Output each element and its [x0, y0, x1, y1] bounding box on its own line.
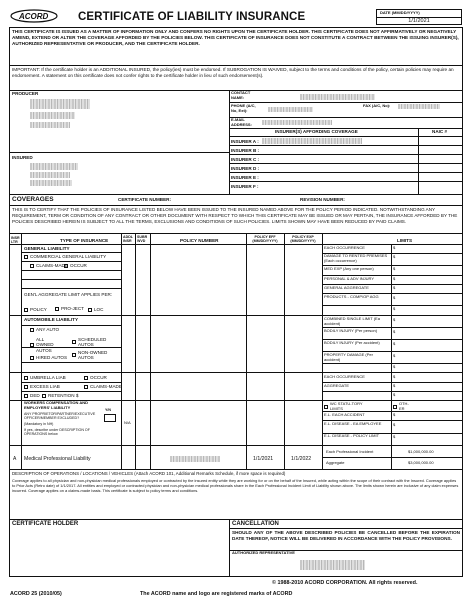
acord-logo: [10, 9, 58, 23]
umb-dollar-3: $: [393, 392, 396, 397]
coverages-text: THIS IS TO CERTIFY THAT THE POLICIES OF INSURANCE LISTED BELOW HAVE BEEN ISSUED TO THE INSURED NAMED ABOVE FOR THE POLICY PERIOD INDICATED. NOTWITHSTANDING ANY REQUIREMENT, TERM OR CONDITION OF ANY CONTRACT OR OTHER DOCUMENT WITH RESPECT TO WHICH THIS CERTIFICATE MAY BE ISSUED OR MAY PERTAIN, THE INSURANCE AFFORDED BY THE POLICIES DESCRIBED HEREIN IS SUBJECT TO ALL THE TERMS, EXCLUSIONS AND CONDITIONS OF SUCH POLICIES. LIMITS SHOWN MAY HAVE BEEN REDUCED BY PAID CLAIMS.: [12, 207, 458, 224]
insurer-d-label: INSURER D :: [231, 166, 260, 171]
wc-dollar-3: $: [393, 434, 396, 439]
insured-label: INSURED: [12, 155, 33, 160]
umb-claims-label: CLAIMS-MADE: [90, 384, 122, 389]
gl-loc-label: LOC: [94, 307, 104, 312]
umb-limit-agg: AGGREGATE: [324, 384, 350, 388]
wc-other: [393, 402, 411, 411]
th-type: TYPE OF INSURANCE: [60, 238, 109, 243]
gl-policy: [24, 307, 47, 312]
wc-yn-box[interactable]: [104, 414, 116, 422]
auto-limit-pd: PROPERTY DAMAGE (Per accident): [324, 353, 373, 362]
auto-nonowned-checkbox[interactable]: [72, 353, 76, 357]
wc-other-checkbox[interactable]: [393, 405, 397, 409]
insured-redacted: [30, 163, 78, 170]
gl-commercial: [24, 254, 106, 259]
gl-claims-checkbox[interactable]: [30, 264, 34, 268]
wc-limit-each-accident: E.L. EACH ACCIDENT: [324, 413, 365, 417]
umb-dollar-2: $: [393, 383, 396, 388]
gl-occur-label: OCCUR: [70, 263, 87, 268]
fax-label: FAX (A/C, No):: [363, 103, 391, 108]
phone-label: PHONE (A/C, No, Ext):: [231, 103, 256, 113]
insured-redacted-3: [30, 180, 72, 186]
umb-occur-checkbox[interactable]: [84, 376, 88, 380]
umb-excess-checkbox[interactable]: [24, 385, 28, 389]
wc-other-label: OTH-ER: [399, 401, 409, 411]
wc-statutory-label: WC STATU-TORY LIMITS: [330, 401, 363, 411]
umb-retention: [42, 393, 78, 398]
insurers-header: INSURER(S) AFFORDING COVERAGE: [275, 129, 358, 134]
gl-aggregate-label: GEN'L AGGREGATE LIMIT APPLIES PER:: [24, 292, 113, 297]
gl-claims: [30, 263, 68, 268]
gl-commercial-label: COMMERCIAL GENERAL LIABILITY: [30, 254, 107, 259]
certificate-holder-label: CERTIFICATE HOLDER: [12, 521, 79, 527]
insurer-e-label: INSURER E :: [231, 175, 259, 180]
wc-statutory-checkbox[interactable]: [324, 405, 328, 409]
gl-limit-damage-rented: DAMAGE TO RENTED PREMISES (Each occurrence): [324, 254, 388, 263]
row-a-limit-1-value: $1,000,000.00: [408, 449, 434, 454]
umb-excess-label: EXCESS LIAB: [30, 384, 60, 389]
cancellation-title: CANCELLATION: [232, 521, 279, 527]
date-box: [376, 9, 462, 25]
insurer-f-label: INSURER F :: [231, 184, 259, 189]
gl-dollar-1: $: [393, 245, 396, 250]
date-value: 1/1/2021: [408, 18, 430, 24]
coverages-title: COVERAGES: [12, 196, 54, 203]
auto-scheduled-label: SCHEDULED AUTOS: [78, 337, 107, 348]
wc-mandatory: (Mandatory in NH): [24, 422, 54, 426]
auto-hired: [30, 355, 67, 360]
auto-limit-bi-person: BODILY INJURY (Per person): [324, 329, 378, 333]
insurer-a-redacted: [262, 138, 362, 144]
wc-title: WORKERS COMPENSATION AND EMPLOYERS' LIABILITY: [24, 400, 88, 410]
row-a-limit-2-label: Aggregate: [326, 460, 345, 465]
date-label: DATE (MM/DD/YYYY): [380, 10, 420, 15]
th-policy: POLICY NUMBER: [180, 238, 219, 243]
umb-retention-label: RETENTION $: [48, 393, 79, 398]
insurer-b-label: INSURER B :: [231, 148, 260, 153]
umb-umbrella-label: UMBRELLA LIAB: [30, 375, 66, 380]
gl-commercial-checkbox[interactable]: [24, 255, 28, 259]
description-text: Coverage applies to all physician and non-physician medical professionals employed or contracted by the insured entity while they are working for or on the behalf of the Insured, while acting within the scope of their contract with the Insured. Coverage applies to Prior Acts (Retro date) of 1/1/2017. All entities and employed or contracted physician and non-physician medical professionals share in the Each Professional Incident Limit of Liability shown above. The limits shown herein are inclusive of any claim expenses incurred. Coverage applies on a claims-made basis. This certificate is subject to policy terms and conditions.: [12, 478, 459, 494]
gl-dollar-5: $: [393, 285, 396, 290]
description-label: DESCRIPTION OF OPERATIONS / LOCATIONS / VEHICLES (Attach ACORD 101, Additional Remarks Schedule, if more space is required): [12, 471, 286, 476]
umb-claims: [84, 384, 122, 389]
email-label: E-MAIL ADDRESS:: [231, 117, 252, 127]
gl-dollar-6: $: [393, 295, 396, 300]
umb-umbrella-checkbox[interactable]: [24, 376, 28, 380]
auto-hired-label: HIRED AUTOS: [36, 355, 68, 360]
auto-dollar-5: $: [393, 364, 396, 369]
umb-occur-label: OCCUR: [90, 375, 107, 380]
auto-any: [30, 327, 59, 332]
gl-claims-label: CLAIMS-MADE: [36, 263, 68, 268]
auto-hired-checkbox[interactable]: [30, 356, 34, 360]
wc-limit-disease-ea: E.L. DISEASE - EA EMPLOYEE: [324, 422, 382, 426]
row-a-limit-2-value: $3,000,000.00: [408, 460, 434, 465]
auto-scheduled: [72, 337, 108, 348]
auto-nonowned-label: NON-OWNED AUTOS: [78, 350, 108, 361]
gl-occur: [64, 263, 87, 268]
auto-owned-label: ALL OWNED AUTOS: [36, 337, 54, 353]
auto-any-checkbox[interactable]: [30, 328, 34, 332]
auto-title: AUTOMOBILE LIABILITY: [24, 317, 79, 322]
gl-project-label: PRO-JECT: [61, 306, 84, 311]
row-a-type: Medical Professional Liability: [24, 456, 91, 462]
umb-retention-checkbox[interactable]: [42, 394, 46, 398]
naic-header: NAIC #: [432, 129, 448, 134]
footer-copyright: © 1988-2010 ACORD CORPORATION. All rights reserved.: [272, 580, 418, 586]
email-redacted: [262, 120, 332, 125]
auto-owned: [30, 337, 56, 353]
gl-project-checkbox[interactable]: [55, 307, 59, 311]
footer-trademark: The ACORD name and logo are registered marks of ACORD: [140, 591, 293, 597]
insurer-a-label: INSURER A :: [231, 139, 259, 144]
auto-scheduled-checkbox[interactable]: [72, 340, 76, 344]
producer-redacted: [30, 99, 90, 109]
row-a-limit-1-label: Each Professional Incident: [326, 449, 374, 454]
acord-logo-text: ACORD: [19, 12, 49, 21]
gl-limit-each-occurrence: EACH OCCURRENCE: [324, 246, 365, 250]
umb-dollar-1: $: [393, 374, 396, 379]
footer-form: ACORD 25 (2010/05): [10, 591, 62, 597]
revision-number-label: REVISION NUMBER:: [300, 197, 345, 202]
gl-loc: [88, 307, 103, 312]
auto-any-label: ANY AUTO: [36, 327, 60, 332]
umb-ded: [24, 393, 40, 398]
umb-umbrella: [24, 375, 66, 380]
auto-dollar-2: $: [393, 329, 396, 334]
fax-redacted: [398, 104, 440, 109]
row-a-exp: 1/1/2022: [291, 456, 312, 462]
wc-na: N/A: [124, 420, 131, 425]
gl-dollar-2: $: [393, 254, 396, 259]
wc-yn: Y/N: [105, 408, 111, 412]
gl-limit-general-aggregate: GENERAL AGGREGATE: [324, 286, 369, 290]
gl-limit-med-exp: MED EXP (Any one person): [324, 267, 374, 271]
gl-dollar-4: $: [393, 276, 396, 281]
umb-ded-checkbox[interactable]: [24, 394, 28, 398]
disclaimer-text: THIS CERTIFICATE IS ISSUED AS A MATTER OF INFORMATION ONLY AND CONFERS NO RIGHTS UPON THE CERTIFICATE HOLDER. THIS CERTIFICATE DOES NOT AFFIRMATIVELY OR NEGATIVELY AMEND, EXTEND OR ALTER THE COVERAGE AFFORDED BY THE POLICIES BELOW. THIS CERTIFICATE OF INSURANCE DOES NOT CONSTITUTE A CONTRACT BETWEEN THE ISSUING INSURER(S), AUTHORIZED REPRESENTATIVE OR PRODUCER, AND THE CERTIFICATE HOLDER.: [12, 29, 459, 47]
wc-dollar-1: $: [393, 412, 396, 417]
producer-redacted-3: [30, 122, 70, 128]
wc-describe: If yes, describe under DESCRIPTION OF OPERATIONS below: [24, 428, 90, 437]
row-a-policy-redacted: [170, 456, 220, 462]
umb-ded-label: DED: [30, 393, 40, 398]
gl-policy-label: POLICY: [30, 307, 47, 312]
wc-dollar-2: $: [393, 422, 396, 427]
gl-loc-checkbox[interactable]: [88, 308, 92, 312]
auto-nonowned: [72, 350, 108, 361]
th-exp: POLICY EXP (MM/DD/YYYY): [290, 235, 316, 244]
gl-policy-checkbox[interactable]: [24, 308, 28, 312]
th-ltr: INSR LTR: [11, 236, 20, 245]
gl-limit-personal-adv: PERSONAL & ADV INJURY: [324, 277, 375, 281]
gl-dollar-3: $: [393, 266, 396, 271]
auto-dollar-3: $: [393, 341, 396, 346]
th-subr: SUBR WVD: [137, 235, 148, 244]
producer-redacted-2: [30, 112, 75, 119]
authorized-representative-label: AUTHORIZED REPRESENTATIVE: [232, 550, 295, 555]
insured-redacted-2: [30, 172, 70, 178]
important-text: IMPORTANT: If the certificate holder is an ADDITIONAL INSURED, the policy(ies) must be endorsed. If SUBROGATION IS WAIVED, subject to the terms and conditions of the policy, certain policies may require an endorsement. A statement on this certificate does not confer rights to the certificate holder in lieu of such endorsement(s).: [12, 67, 454, 79]
page-title: CERTIFICATE OF LIABILITY INSURANCE: [78, 11, 306, 23]
gl-project: [55, 306, 84, 311]
contact-redacted: [300, 94, 375, 100]
umb-claims-checkbox[interactable]: [84, 385, 88, 389]
th-eff: POLICY EFF (MM/DD/YYYY): [252, 235, 278, 244]
auto-dollar-4: $: [393, 353, 396, 358]
umb-limit-each: EACH OCCURRENCE: [324, 375, 365, 379]
umb-excess: [24, 384, 60, 389]
auto-dollar-1: $: [393, 317, 396, 322]
phone-redacted: [268, 107, 313, 112]
gl-title: GENERAL LIABILITY: [24, 246, 70, 251]
insurer-c-label: INSURER C :: [231, 157, 260, 162]
auto-limit-bi-accident: BODILY INJURY (Per accident): [324, 341, 380, 345]
th-addl: ADDL INSR: [123, 235, 133, 244]
signature-redacted: [300, 560, 365, 570]
certificate-number-label: CERTIFICATE NUMBER:: [118, 197, 171, 202]
wc-limit-disease-policy: E.L. DISEASE - POLICY LIMIT: [324, 434, 380, 438]
gl-limit-products: PRODUCTS - COMP/OP AGG: [324, 295, 379, 299]
gl-dollar-7: $: [393, 306, 396, 311]
wc-statutory: [324, 402, 364, 411]
producer-label: PRODUCER: [12, 91, 39, 96]
cancellation-text: SHOULD ANY OF THE ABOVE DESCRIBED POLICIES BE CANCELLED BEFORE THE EXPIRATION DATE THEREOF, NOTICE WILL BE DELIVERED IN ACCORDANCE WITH THE POLICY PROVISIONS.: [232, 530, 460, 542]
umb-occur: [84, 375, 107, 380]
row-a-ltr: A: [13, 456, 17, 462]
wc-any-proprietor: ANY PROPRIETOR/PARTNER/EXECUTIVE OFFICER/MEMBER EXCLUDED?: [24, 412, 96, 421]
row-a-eff: 1/1/2021: [253, 456, 274, 462]
contact-label: CONTACT NAME:: [231, 90, 251, 100]
th-limits: LIMITS: [397, 238, 413, 243]
gl-occur-checkbox[interactable]: [64, 264, 68, 268]
auto-limit-csl: COMBINED SINGLE LIMIT (Ea accident): [324, 317, 380, 326]
